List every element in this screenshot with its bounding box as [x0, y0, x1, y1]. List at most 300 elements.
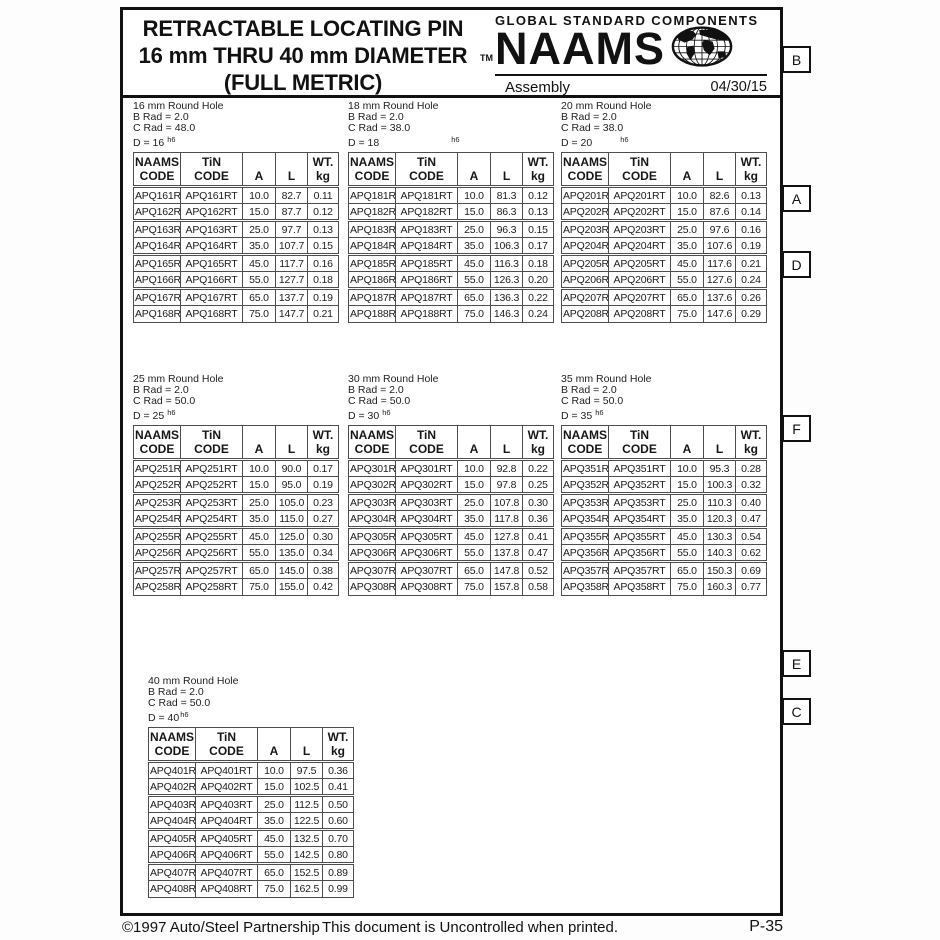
- l-value-cell: 120.3: [704, 511, 736, 528]
- table-row: [349, 528, 554, 545]
- wt-value-cell: 0.18: [308, 272, 339, 289]
- pin-table-t18: [348, 101, 558, 323]
- l-value-cell: 127.7: [276, 272, 308, 289]
- l-header: L: [491, 426, 523, 460]
- table-row: [562, 306, 767, 323]
- a-value-cell: 35.0: [458, 511, 491, 528]
- table-row: [134, 494, 339, 511]
- tin-code-cell: APQ166RT: [181, 272, 243, 289]
- l-value-cell: 160.3: [704, 579, 736, 596]
- wt-value-cell: 0.36: [523, 511, 554, 528]
- naams-code-cell: APQ355R: [562, 528, 609, 545]
- a-value-cell: 10.0: [258, 762, 291, 779]
- table-row: [134, 272, 339, 289]
- l-value-cell: 152.5: [291, 864, 323, 881]
- logo-tagline: GLOBAL STANDARD COMPONENTS: [495, 13, 759, 28]
- table-row: [349, 289, 554, 306]
- l-value-cell: 110.3: [704, 494, 736, 511]
- table-spec: [148, 676, 358, 724]
- document-header: [123, 10, 780, 98]
- l-value-cell: 97.6: [704, 221, 736, 238]
- naams-code-cell: APQ251R: [134, 460, 181, 477]
- tin-code-cell: APQ251RT: [181, 460, 243, 477]
- table-row: [562, 528, 767, 545]
- d-spec: [133, 407, 343, 422]
- wt-value-cell: 0.62: [736, 545, 767, 562]
- naams-code-cell: APQ308R: [349, 579, 396, 596]
- a-value-cell: 10.0: [243, 187, 276, 204]
- wt-value-cell: 0.89: [323, 864, 354, 881]
- c-rad-spec: C Rad = 50.0: [133, 395, 196, 407]
- a-value-cell: 75.0: [671, 306, 704, 323]
- wt-header: WT. kg: [736, 153, 767, 187]
- wt-value-cell: 0.36: [323, 762, 354, 779]
- table-row: [134, 187, 339, 204]
- tin-code-cell: APQ204RT: [609, 238, 671, 255]
- naams-code-cell: APQ167R: [134, 289, 181, 306]
- l-value-cell: 95.3: [704, 460, 736, 477]
- b-rad-spec: B Rad = 2.0: [148, 686, 204, 698]
- a-value-cell: 35.0: [671, 238, 704, 255]
- table-row: [562, 511, 767, 528]
- b-rad-spec: B Rad = 2.0: [133, 111, 189, 123]
- tin-code-cell: APQ163RT: [181, 221, 243, 238]
- l-value-cell: 115.0: [276, 511, 308, 528]
- table-spec: [133, 101, 343, 149]
- l-value-cell: 137.7: [276, 289, 308, 306]
- a-value-cell: 65.0: [671, 562, 704, 579]
- naams-code-cell: APQ166R: [134, 272, 181, 289]
- a-header: A: [243, 426, 276, 460]
- naams-code-cell: APQ404R: [149, 813, 196, 830]
- l-value-cell: 107.7: [276, 238, 308, 255]
- table-row: [149, 847, 354, 864]
- pin-data-table: [348, 425, 554, 596]
- naams-code-cell: APQ182R: [349, 204, 396, 221]
- title-line-1: RETRACTABLE LOCATING PIN: [142, 16, 464, 41]
- tin-code-cell: APQ401RT: [196, 762, 258, 779]
- wt-value-cell: 0.19: [736, 238, 767, 255]
- wt-header: WT. kg: [736, 426, 767, 460]
- tin-code-cell: APQ203RT: [609, 221, 671, 238]
- tin-code-cell: APQ162RT: [181, 204, 243, 221]
- l-header: L: [291, 728, 323, 762]
- naams-code-header: NAAMS CODE: [562, 153, 609, 187]
- l-value-cell: 87.7: [276, 204, 308, 221]
- wt-value-cell: 0.80: [323, 847, 354, 864]
- naams-code-cell: APQ255R: [134, 528, 181, 545]
- tin-code-cell: APQ408RT: [196, 881, 258, 898]
- naams-code-cell: APQ164R: [134, 238, 181, 255]
- a-value-cell: 65.0: [458, 289, 491, 306]
- footer-copyright: ©1997 Auto/Steel Partnership: [122, 919, 320, 936]
- table-row: [349, 460, 554, 477]
- table-spec: [561, 374, 771, 422]
- table-row: [562, 579, 767, 596]
- a-value-cell: 55.0: [671, 272, 704, 289]
- naams-code-cell: APQ305R: [349, 528, 396, 545]
- a-value-cell: 25.0: [243, 221, 276, 238]
- c-rad-spec: C Rad = 50.0: [148, 697, 211, 709]
- naams-code-cell: APQ307R: [349, 562, 396, 579]
- table-row: [349, 511, 554, 528]
- a-value-cell: 35.0: [243, 511, 276, 528]
- table-row: [149, 779, 354, 796]
- d-tolerance: h6: [620, 135, 629, 144]
- table-row: [562, 289, 767, 306]
- naams-code-header: NAAMS CODE: [149, 728, 196, 762]
- l-value-cell: 162.5: [291, 881, 323, 898]
- b-rad-spec: B Rad = 2.0: [348, 384, 404, 396]
- tin-code-cell: APQ352RT: [609, 477, 671, 494]
- a-value-cell: 10.0: [458, 187, 491, 204]
- l-value-cell: 102.5: [291, 779, 323, 796]
- wt-value-cell: 0.21: [308, 306, 339, 323]
- naams-code-cell: APQ257R: [134, 562, 181, 579]
- tin-code-cell: APQ185RT: [396, 255, 458, 272]
- tin-code-header: TiN CODE: [181, 153, 243, 187]
- naams-code-cell: APQ357R: [562, 562, 609, 579]
- l-value-cell: 126.3: [491, 272, 523, 289]
- wt-value-cell: 0.11: [308, 187, 339, 204]
- pin-table-t20: [561, 101, 771, 323]
- table-row: [562, 272, 767, 289]
- naams-code-cell: APQ302R: [349, 477, 396, 494]
- naams-code-cell: APQ207R: [562, 289, 609, 306]
- tin-code-cell: APQ301RT: [396, 460, 458, 477]
- b-rad-spec: B Rad = 2.0: [561, 111, 617, 123]
- table-row: [562, 238, 767, 255]
- tin-code-header: TiN CODE: [609, 426, 671, 460]
- naams-code-cell: APQ206R: [562, 272, 609, 289]
- tin-code-header: TiN CODE: [196, 728, 258, 762]
- wt-value-cell: 0.16: [308, 255, 339, 272]
- naams-code-cell: APQ408R: [149, 881, 196, 898]
- pin-table-t30: [348, 374, 558, 596]
- wt-value-cell: 0.15: [308, 238, 339, 255]
- naams-code-cell: APQ201R: [562, 187, 609, 204]
- d-tolerance: h6: [451, 135, 460, 144]
- tin-code-cell: APQ252RT: [181, 477, 243, 494]
- naams-code-cell: APQ253R: [134, 494, 181, 511]
- l-value-cell: 96.3: [491, 221, 523, 238]
- tin-code-cell: APQ307RT: [396, 562, 458, 579]
- a-value-cell: 10.0: [458, 460, 491, 477]
- header-row: [149, 728, 354, 762]
- table-row: [134, 306, 339, 323]
- l-value-cell: 135.0: [276, 545, 308, 562]
- l-value-cell: 86.3: [491, 204, 523, 221]
- naams-code-cell: APQ181R: [349, 187, 396, 204]
- naams-code-cell: APQ402R: [149, 779, 196, 796]
- table-spec: [133, 374, 343, 422]
- pin-data-table: [148, 727, 354, 898]
- a-value-cell: 45.0: [458, 528, 491, 545]
- d-value: D = 16: [133, 137, 165, 149]
- d-value: D = 18: [348, 137, 380, 149]
- naams-code-cell: APQ354R: [562, 511, 609, 528]
- wt-value-cell: 0.34: [308, 545, 339, 562]
- a-header: A: [671, 153, 704, 187]
- tin-code-cell: APQ404RT: [196, 813, 258, 830]
- naams-logo-block: [495, 13, 773, 96]
- wt-value-cell: 0.25: [523, 477, 554, 494]
- naams-code-header: NAAMS CODE: [349, 153, 396, 187]
- l-value-cell: 112.5: [291, 796, 323, 813]
- naams-code-cell: APQ303R: [349, 494, 396, 511]
- a-header: A: [258, 728, 291, 762]
- wt-value-cell: 0.47: [523, 545, 554, 562]
- d-value: D = 20: [561, 137, 593, 149]
- l-value-cell: 127.6: [704, 272, 736, 289]
- revision-date: 04/30/15: [710, 79, 767, 95]
- trademark-symbol: TM: [480, 53, 493, 63]
- wt-header: WT. kg: [523, 153, 554, 187]
- naams-code-cell: APQ258R: [134, 579, 181, 596]
- table-title: 18 mm Round Hole: [348, 100, 439, 112]
- a-value-cell: 75.0: [671, 579, 704, 596]
- wt-value-cell: 0.32: [736, 477, 767, 494]
- wt-value-cell: 0.70: [323, 830, 354, 847]
- tin-code-cell: APQ164RT: [181, 238, 243, 255]
- pin-data-table: [133, 425, 339, 596]
- assembly-label: Assembly: [505, 79, 571, 96]
- pin-table-t16: [133, 101, 343, 323]
- wt-value-cell: 0.69: [736, 562, 767, 579]
- naams-code-header: NAAMS CODE: [134, 153, 181, 187]
- naams-code-cell: APQ406R: [149, 847, 196, 864]
- l-value-cell: 125.0: [276, 528, 308, 545]
- l-value-cell: 132.5: [291, 830, 323, 847]
- a-value-cell: 45.0: [671, 528, 704, 545]
- a-value-cell: 55.0: [458, 545, 491, 562]
- tin-code-cell: APQ257RT: [181, 562, 243, 579]
- naams-code-cell: APQ188R: [349, 306, 396, 323]
- d-spec: [348, 407, 558, 422]
- naams-code-cell: APQ407R: [149, 864, 196, 881]
- table-row: [349, 187, 554, 204]
- table-row: [134, 528, 339, 545]
- table-row: [349, 272, 554, 289]
- table-row: [349, 562, 554, 579]
- c-rad-spec: C Rad = 38.0: [561, 122, 624, 134]
- naams-code-header: NAAMS CODE: [134, 426, 181, 460]
- naams-code-cell: APQ401R: [149, 762, 196, 779]
- naams-code-cell: APQ301R: [349, 460, 396, 477]
- a-value-cell: 35.0: [458, 238, 491, 255]
- tin-code-header: TiN CODE: [396, 153, 458, 187]
- a-value-cell: 15.0: [671, 204, 704, 221]
- d-tolerance: h6: [167, 135, 176, 144]
- naams-code-cell: APQ162R: [134, 204, 181, 221]
- wt-value-cell: 0.30: [523, 494, 554, 511]
- naams-code-cell: APQ168R: [134, 306, 181, 323]
- a-value-cell: 55.0: [243, 272, 276, 289]
- wt-value-cell: 0.19: [308, 477, 339, 494]
- naams-code-cell: APQ165R: [134, 255, 181, 272]
- table-title: 40 mm Round Hole: [148, 675, 239, 687]
- a-value-cell: 15.0: [243, 204, 276, 221]
- l-value-cell: 147.6: [704, 306, 736, 323]
- d-tolerance: h6: [180, 710, 189, 719]
- wt-value-cell: 0.12: [523, 187, 554, 204]
- naams-code-cell: APQ351R: [562, 460, 609, 477]
- l-value-cell: 140.3: [704, 545, 736, 562]
- tin-code-cell: APQ183RT: [396, 221, 458, 238]
- naams-code-cell: APQ204R: [562, 238, 609, 255]
- a-value-cell: 65.0: [671, 289, 704, 306]
- naams-code-cell: APQ185R: [349, 255, 396, 272]
- naams-code-cell: APQ187R: [349, 289, 396, 306]
- tin-code-cell: APQ254RT: [181, 511, 243, 528]
- l-value-cell: 107.6: [704, 238, 736, 255]
- page-title: [129, 15, 477, 96]
- table-row: [149, 796, 354, 813]
- c-rad-spec: C Rad = 50.0: [348, 395, 411, 407]
- naams-code-header: NAAMS CODE: [349, 426, 396, 460]
- side-label-c: C: [782, 698, 811, 725]
- table-row: [562, 562, 767, 579]
- wt-value-cell: 0.23: [308, 494, 339, 511]
- a-value-cell: 45.0: [458, 255, 491, 272]
- tin-code-cell: APQ165RT: [181, 255, 243, 272]
- a-value-cell: 10.0: [243, 460, 276, 477]
- tin-code-cell: APQ161RT: [181, 187, 243, 204]
- side-label-f: F: [782, 415, 811, 442]
- d-value: D = 25: [133, 410, 165, 422]
- wt-value-cell: 0.50: [323, 796, 354, 813]
- wt-value-cell: 0.21: [736, 255, 767, 272]
- a-value-cell: 75.0: [243, 306, 276, 323]
- globe-icon: [670, 25, 734, 73]
- wt-value-cell: 0.12: [308, 204, 339, 221]
- a-value-cell: 65.0: [243, 562, 276, 579]
- table-row: [562, 545, 767, 562]
- tin-code-cell: APQ306RT: [396, 545, 458, 562]
- naams-code-cell: APQ306R: [349, 545, 396, 562]
- d-tolerance: h6: [167, 408, 176, 417]
- l-value-cell: 117.8: [491, 511, 523, 528]
- table-row: [562, 204, 767, 221]
- a-header: A: [671, 426, 704, 460]
- d-value: D = 30: [348, 410, 380, 422]
- naams-code-cell: APQ352R: [562, 477, 609, 494]
- a-value-cell: 10.0: [671, 460, 704, 477]
- header-row: [134, 426, 339, 460]
- tin-code-cell: APQ187RT: [396, 289, 458, 306]
- l-header: L: [704, 153, 736, 187]
- table-row: [562, 221, 767, 238]
- a-value-cell: 55.0: [258, 847, 291, 864]
- d-spec: [348, 134, 558, 149]
- l-header: L: [491, 153, 523, 187]
- table-title: 25 mm Round Hole: [133, 373, 224, 385]
- tin-code-cell: APQ405RT: [196, 830, 258, 847]
- d-value: D = 40: [148, 712, 180, 724]
- b-rad-spec: B Rad = 2.0: [561, 384, 617, 396]
- tin-code-cell: APQ188RT: [396, 306, 458, 323]
- a-value-cell: 45.0: [243, 528, 276, 545]
- a-header: A: [458, 153, 491, 187]
- naams-code-header: NAAMS CODE: [562, 426, 609, 460]
- header-row: [134, 153, 339, 187]
- a-value-cell: 75.0: [258, 881, 291, 898]
- table-spec: [561, 101, 771, 149]
- b-rad-spec: B Rad = 2.0: [133, 384, 189, 396]
- d-spec: [133, 134, 343, 149]
- table-row: [134, 238, 339, 255]
- c-rad-spec: C Rad = 38.0: [348, 122, 411, 134]
- table-row: [134, 289, 339, 306]
- a-value-cell: 25.0: [458, 494, 491, 511]
- wt-header: WT. kg: [523, 426, 554, 460]
- table-row: [134, 255, 339, 272]
- naams-code-cell: APQ208R: [562, 306, 609, 323]
- l-value-cell: 137.6: [704, 289, 736, 306]
- c-rad-spec: C Rad = 50.0: [561, 395, 624, 407]
- table-spec: [348, 374, 558, 422]
- table-row: [134, 460, 339, 477]
- wt-value-cell: 0.16: [736, 221, 767, 238]
- naams-code-cell: APQ403R: [149, 796, 196, 813]
- pin-data-table: [561, 152, 767, 323]
- title-line-3: (FULL METRIC): [223, 70, 383, 95]
- tin-code-cell: APQ181RT: [396, 187, 458, 204]
- table-row: [149, 881, 354, 898]
- wt-value-cell: 0.13: [736, 187, 767, 204]
- a-header: A: [458, 426, 491, 460]
- header-row: [349, 153, 554, 187]
- tin-code-cell: APQ186RT: [396, 272, 458, 289]
- table-row: [562, 460, 767, 477]
- document-frame: [120, 7, 783, 916]
- tin-code-cell: APQ255RT: [181, 528, 243, 545]
- tin-code-header: TiN CODE: [396, 426, 458, 460]
- table-row: [134, 221, 339, 238]
- d-spec: [561, 134, 771, 149]
- wt-value-cell: 0.27: [308, 511, 339, 528]
- side-label-e: E: [782, 650, 811, 677]
- tin-code-cell: APQ202RT: [609, 204, 671, 221]
- table-title: 20 mm Round Hole: [561, 100, 652, 112]
- table-row: [562, 187, 767, 204]
- l-header: L: [276, 153, 308, 187]
- tin-code-cell: APQ303RT: [396, 494, 458, 511]
- a-value-cell: 55.0: [458, 272, 491, 289]
- l-value-cell: 150.3: [704, 562, 736, 579]
- table-row: [349, 545, 554, 562]
- a-value-cell: 35.0: [671, 511, 704, 528]
- logo-subrow: [495, 76, 773, 96]
- wt-header: WT. kg: [308, 426, 339, 460]
- table-spec: [348, 101, 558, 149]
- pin-table-t25: [133, 374, 343, 596]
- wt-value-cell: 0.22: [523, 460, 554, 477]
- a-value-cell: 75.0: [458, 306, 491, 323]
- l-value-cell: 97.8: [491, 477, 523, 494]
- d-spec: [148, 709, 358, 724]
- d-tolerance: h6: [382, 408, 391, 417]
- l-value-cell: 105.0: [276, 494, 308, 511]
- l-value-cell: 82.6: [704, 187, 736, 204]
- l-value-cell: 142.5: [291, 847, 323, 864]
- naams-code-cell: APQ358R: [562, 579, 609, 596]
- a-value-cell: 25.0: [258, 796, 291, 813]
- tin-code-cell: APQ256RT: [181, 545, 243, 562]
- wt-value-cell: 0.99: [323, 881, 354, 898]
- wt-value-cell: 0.41: [323, 779, 354, 796]
- d-spec: [561, 407, 771, 422]
